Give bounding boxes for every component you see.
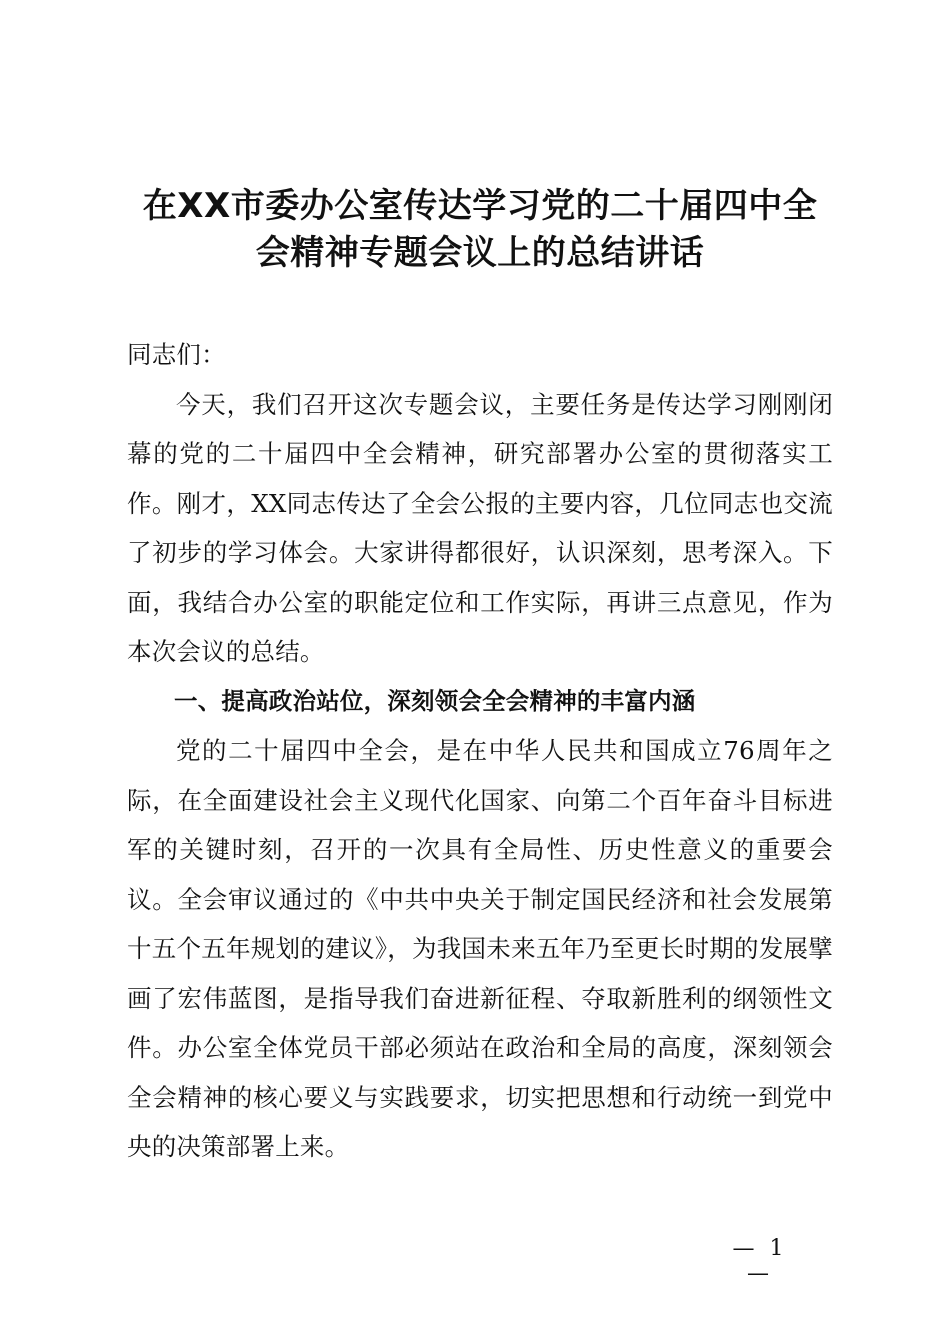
intro-paragraph: 今天，我们召开这次专题会议，主要任务是传达学习刚刚闭幕的党的二十届四中全会精神，研究部署办公室的贯彻落实工作。刚才，XX同志传达了全会公报的主要内容，几位同志也交流了初步的学习体会。大家讲得都很好，认识深刻，思考深入。下面，我结合办公室的职能定位和工作实际，再讲三点意见，作为本次会议的总结。 bbox=[127, 389, 833, 666]
page-number: — 1 — bbox=[732, 1236, 788, 1286]
section-heading: 一、提高政治站位，深刻领会全会精神的丰富内涵 bbox=[174, 686, 696, 715]
salutation: 同志们： bbox=[127, 340, 226, 369]
document-body bbox=[127, 330, 833, 1172]
document-title bbox=[100, 183, 860, 277]
title-line-2: 会精神专题会议上的总结讲话 bbox=[255, 233, 705, 273]
section-paragraph: 党的二十届四中全会，是在中华人民共和国成立76周年之际，在全面建设社会主义现代化国家、向第二个百年奋斗目标进军的关键时刻，召开的一次具有全局性、历史性意义的重要会议。全会审议通过的《中共中央关于制定国民经济和社会发展第十五个五年规划的建议》，为我国未来五年乃至更长时期的发展擘画了宏伟蓝图，是指导我们奋进新征程、夺取新胜利的纲领性文件。办公室全体党员干部必须站在政治和全局的高度，深刻领会全会精神的核心要义与实践要求，切实把思想和行动统一到党中央的决策部署上来。 bbox=[127, 736, 833, 1161]
title-line-1: 在XX市委办公室传达学习党的二十届四中全 bbox=[142, 186, 818, 226]
